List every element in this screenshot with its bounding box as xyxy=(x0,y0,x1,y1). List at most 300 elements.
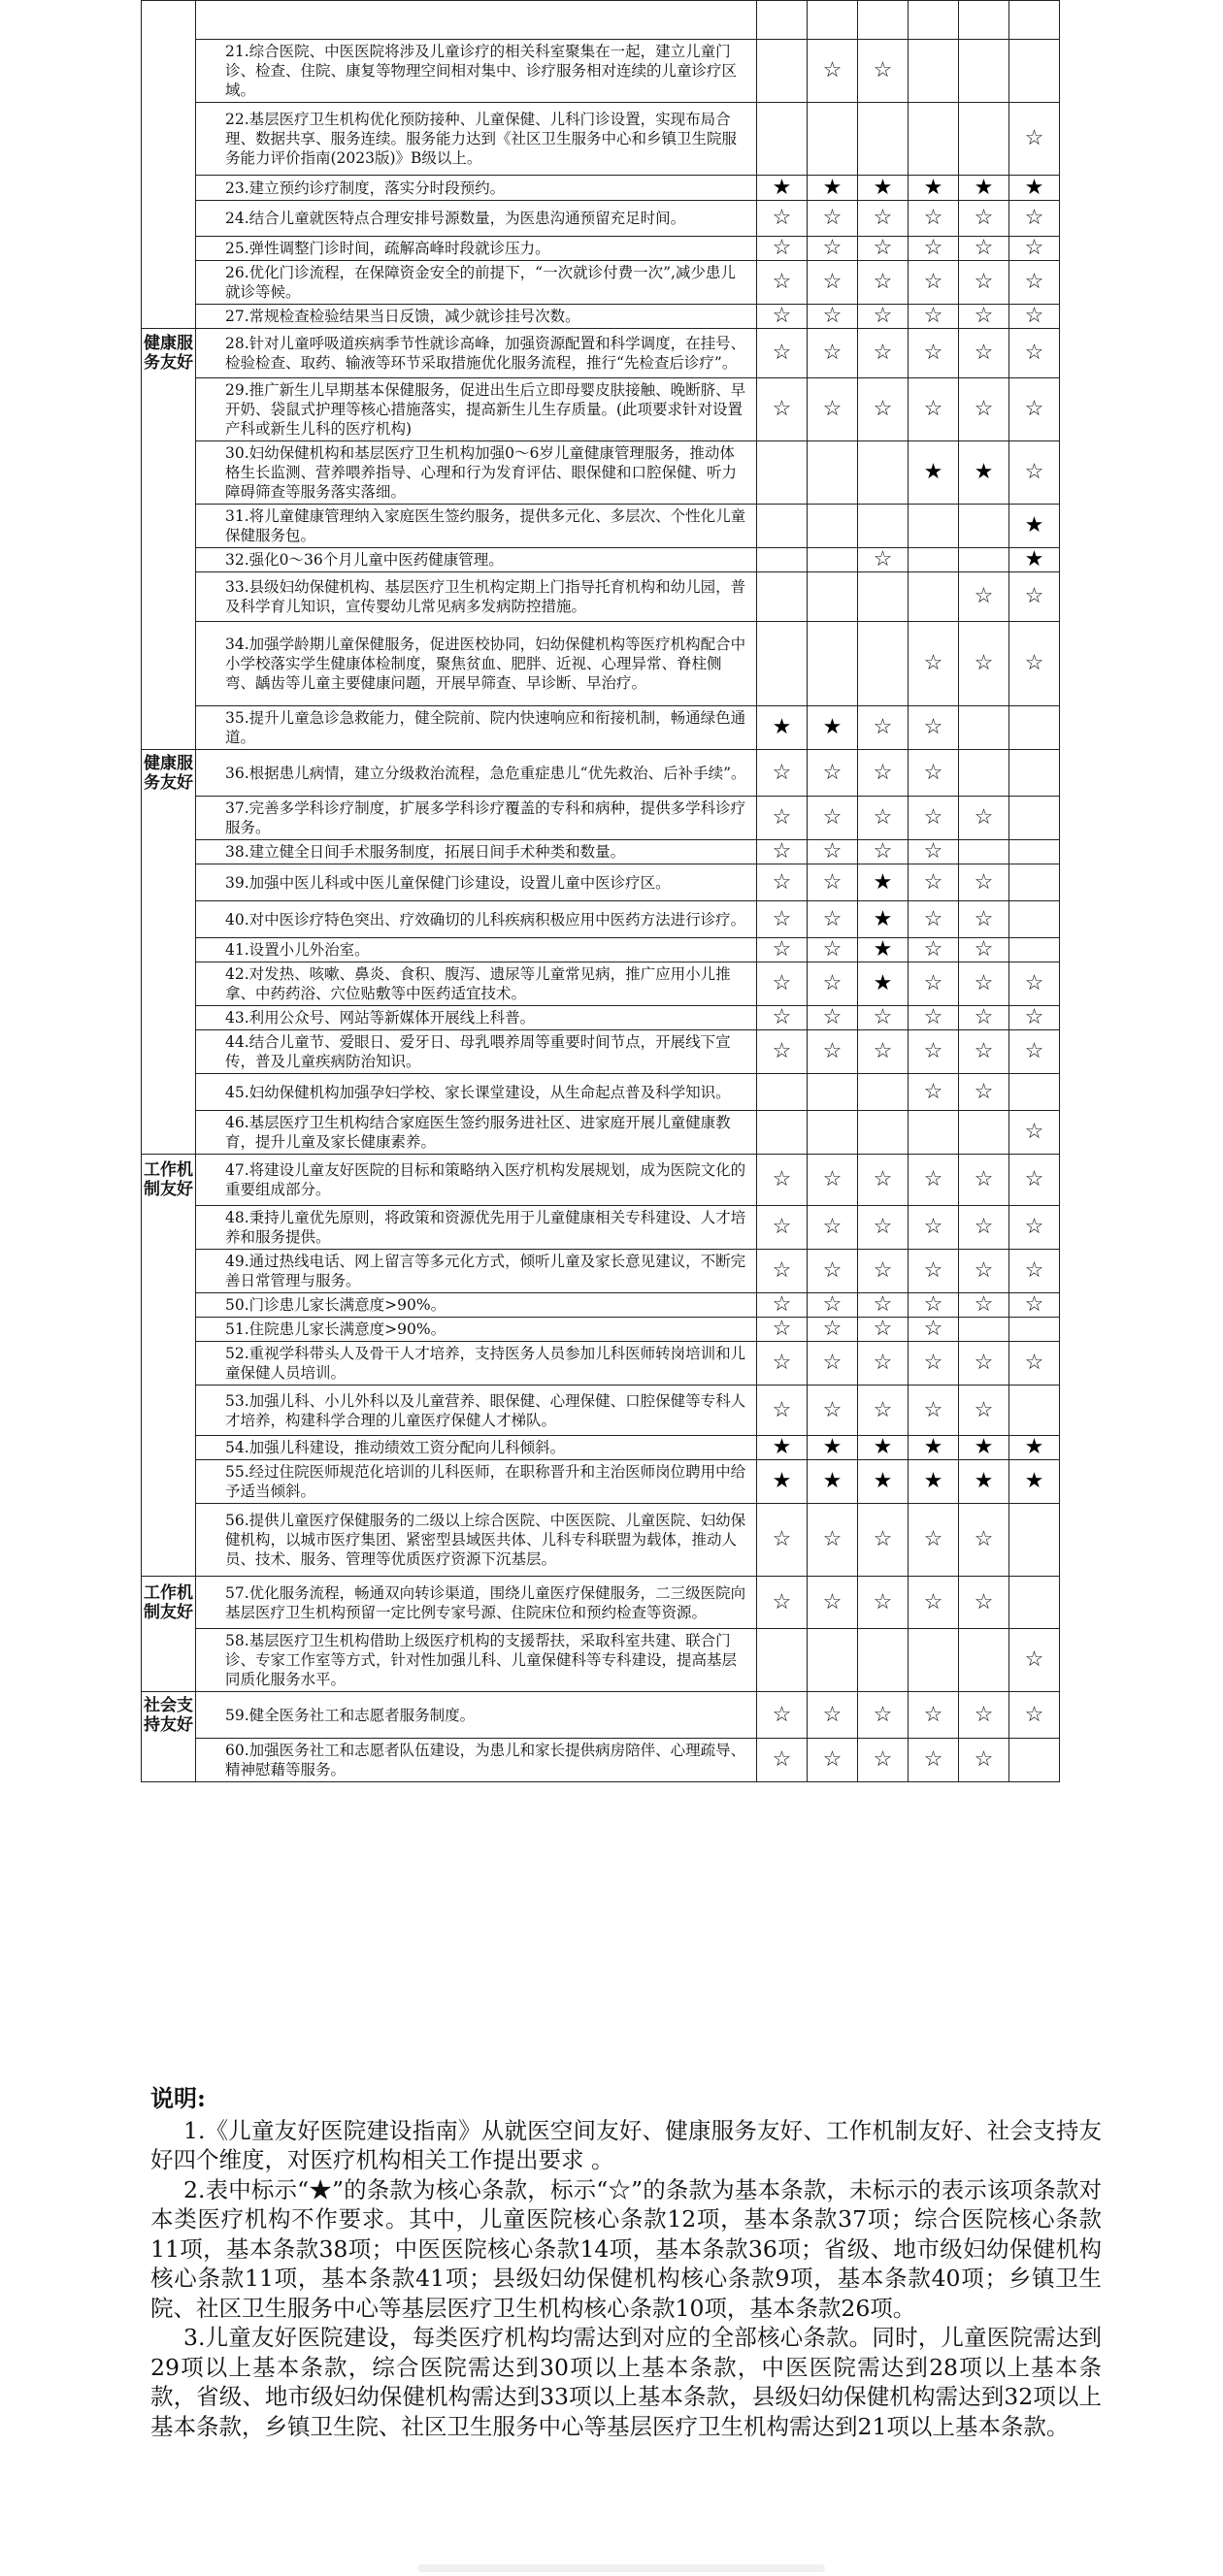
clause-text: 40.对中医诊疗特色突出、疗效确切的儿科疾病积极应用中医药方法进行诊疗。 xyxy=(196,901,757,938)
category-cell xyxy=(142,1111,196,1155)
table-row xyxy=(142,1739,1060,1782)
category-cell xyxy=(142,901,196,938)
table-row xyxy=(142,378,1060,441)
empty-mark-cell xyxy=(757,103,808,176)
empty-mark-cell xyxy=(1009,938,1060,962)
basic-star-mark: ☆ xyxy=(757,1577,808,1629)
category-cell xyxy=(142,1074,196,1111)
basic-star-mark: ☆ xyxy=(909,1250,959,1293)
clause-text: 24.结合儿童就医特点合理安排号源数量，为医患沟通预留充足时间。 xyxy=(196,201,757,237)
category-cell xyxy=(142,548,196,572)
basic-star-mark: ☆ xyxy=(959,201,1009,237)
clause-text: 21.综合医院、中医医院将涉及儿童诊疗的相关科室聚集在一起，建立儿童门诊、检查、住院、康复等物理空间相对集中、诊疗服务相对连续的儿童诊疗区域。 xyxy=(196,40,757,103)
clause-text: 55.经过住院医师规范化培训的儿科医师，在职称晋升和主治医师岗位聘用中给予适当倾斜。 xyxy=(196,1460,757,1504)
basic-star-mark: ☆ xyxy=(1009,622,1060,706)
basic-star-mark: ☆ xyxy=(808,1293,858,1318)
core-star-mark: ★ xyxy=(757,1460,808,1504)
basic-star-mark: ☆ xyxy=(858,1342,909,1386)
empty-mark-cell xyxy=(1009,1386,1060,1436)
basic-star-mark: ☆ xyxy=(909,1318,959,1342)
category-cell xyxy=(142,1030,196,1074)
clause-text: 51.住院患儿家长满意度>90%。 xyxy=(196,1318,757,1342)
category-cell: 健康服务友好 xyxy=(142,329,196,378)
clause-text: 47.将建设儿童友好医院的目标和策略纳入医疗机构发展规划，成为医院文化的重要组成部分。 xyxy=(196,1155,757,1206)
basic-star-mark: ☆ xyxy=(858,840,909,864)
clause-text: 59.健全医务社工和志愿者服务制度。 xyxy=(196,1692,757,1739)
basic-star-mark: ☆ xyxy=(757,1318,808,1342)
category-cell xyxy=(142,441,196,505)
clause-text: 34.加强学龄期儿童保健服务，促进医校协同，妇幼保健机构等医疗机构配合中小学校落实学生健康体检制度，聚焦贫血、肥胖、近视、心理异常、脊柱侧弯、龋齿等儿童主要健康问题，开展早筛查、早诊断、早治疗。 xyxy=(196,622,757,706)
empty-mark-cell xyxy=(808,103,858,176)
basic-star-mark: ☆ xyxy=(858,797,909,840)
basic-star-mark: ☆ xyxy=(808,1342,858,1386)
basic-star-mark: ☆ xyxy=(959,305,1009,329)
empty-mark-cell xyxy=(909,1629,959,1692)
empty-mark-cell xyxy=(1009,864,1060,901)
empty-mark-cell xyxy=(959,548,1009,572)
basic-star-mark: ☆ xyxy=(858,1293,909,1318)
basic-star-mark: ☆ xyxy=(959,622,1009,706)
basic-star-mark: ☆ xyxy=(858,1692,909,1739)
core-star-mark: ★ xyxy=(858,176,909,201)
clause-text: 53.加强儿科、小儿外科以及儿童营养、眼保健、心理保健、口腔保健等专科人才培养，构建科学合理的儿童医疗保健人才梯队。 xyxy=(196,1386,757,1436)
basic-star-mark: ☆ xyxy=(757,750,808,797)
basic-star-mark: ☆ xyxy=(858,1006,909,1030)
table-row xyxy=(142,938,1060,962)
clause-text: 23.建立预约诊疗制度，落实分时段预约。 xyxy=(196,176,757,201)
basic-star-mark: ☆ xyxy=(1009,962,1060,1006)
basic-star-mark: ☆ xyxy=(909,938,959,962)
core-star-mark: ★ xyxy=(858,1460,909,1504)
basic-star-mark: ☆ xyxy=(959,1692,1009,1739)
core-star-mark: ★ xyxy=(959,176,1009,201)
basic-star-mark: ☆ xyxy=(909,750,959,797)
table-row xyxy=(142,962,1060,1006)
table-row xyxy=(142,864,1060,901)
note-paragraph-3: 3.儿童友好医院建设，每类医疗机构均需达到对应的全部核心条款。同时，儿童医院需达到29项以上基本条款，综合医院需达到30项以上基本条款，中医医院需达到28项以上基本条款，省级、地市级妇幼保健机构需达到33项以上基本条款，县级妇幼保健机构需达到32项以上基本条款，乡镇卫生院、社区卫生服务中心等基层医疗卫生机构需达到21项以上基本条款。 xyxy=(150,2324,1102,2440)
basic-star-mark: ☆ xyxy=(757,1504,808,1577)
empty-mark-cell xyxy=(757,441,808,505)
basic-star-mark: ☆ xyxy=(1009,441,1060,505)
empty-mark-cell xyxy=(959,840,1009,864)
empty-mark-cell xyxy=(959,706,1009,750)
basic-star-mark: ☆ xyxy=(1009,572,1060,622)
basic-star-mark: ☆ xyxy=(1009,201,1060,237)
basic-star-mark: ☆ xyxy=(858,305,909,329)
basic-star-mark: ☆ xyxy=(909,962,959,1006)
category-cell xyxy=(142,176,196,201)
basic-star-mark: ☆ xyxy=(757,1386,808,1436)
table-row xyxy=(142,441,1060,505)
category-cell xyxy=(142,962,196,1006)
basic-star-mark: ☆ xyxy=(909,237,959,261)
basic-star-mark: ☆ xyxy=(909,261,959,305)
empty-mark-cell xyxy=(909,40,959,103)
basic-star-mark: ☆ xyxy=(858,706,909,750)
basic-star-mark: ☆ xyxy=(858,1739,909,1782)
basic-star-mark: ☆ xyxy=(959,378,1009,441)
category-cell: 社会支持友好 xyxy=(142,1692,196,1739)
category-cell xyxy=(142,622,196,706)
category-cell xyxy=(142,1318,196,1342)
core-star-mark: ★ xyxy=(1009,1436,1060,1460)
basic-star-mark: ☆ xyxy=(909,201,959,237)
basic-star-mark: ☆ xyxy=(808,1577,858,1629)
core-star-mark: ★ xyxy=(909,1460,959,1504)
table-row xyxy=(142,1030,1060,1074)
empty-mark-cell xyxy=(757,40,808,103)
basic-star-mark: ☆ xyxy=(909,1342,959,1386)
table-row xyxy=(142,622,1060,706)
basic-star-mark: ☆ xyxy=(959,797,1009,840)
basic-star-mark: ☆ xyxy=(757,1155,808,1206)
category-cell xyxy=(142,261,196,305)
empty-mark-cell xyxy=(1009,40,1060,103)
clause-text: 29.推广新生儿早期基本保健服务，促进出生后立即母婴皮肤接触、晚断脐、早开奶、袋鼠式护理等核心措施落实，提高新生儿生存质量。(此项要求针对设置产科或新生儿科的医疗机构) xyxy=(196,378,757,441)
empty-mark-cell xyxy=(858,505,909,548)
basic-star-mark: ☆ xyxy=(808,305,858,329)
basic-star-mark: ☆ xyxy=(909,901,959,938)
empty-mark-cell xyxy=(757,1,808,40)
table-row xyxy=(142,1436,1060,1460)
table-row xyxy=(142,572,1060,622)
category-cell xyxy=(142,797,196,840)
category-cell xyxy=(142,1006,196,1030)
empty-mark-cell xyxy=(1009,750,1060,797)
basic-star-mark: ☆ xyxy=(1009,1206,1060,1250)
empty-mark-cell xyxy=(959,505,1009,548)
basic-star-mark: ☆ xyxy=(909,1386,959,1436)
clause-text: 35.提升儿童急诊急救能力，健全院前、院内快速响应和衔接机制，畅通绿色通道。 xyxy=(196,706,757,750)
table-row xyxy=(142,1111,1060,1155)
basic-star-mark: ☆ xyxy=(808,797,858,840)
note-paragraph-2: 2.表中标示“★”的条款为核心条款，标示“☆”的条款为基本条款，未标示的表示该项条款对本类医疗机构不作要求。其中，儿童医院核心条款12项，基本条款37项；综合医院核心条款11项，基本条款38项；中医医院核心条款14项，基本条款36项；省级、地市级妇幼保健机构核心条款11项，基本条款41项；县级妇幼保健机构核心条款9项，基本条款40项；乡镇卫生院、社区卫生服务中心等基层医疗卫生机构核心条款10项，基本条款26项。 xyxy=(150,2175,1102,2322)
basic-star-mark: ☆ xyxy=(909,1577,959,1629)
basic-star-mark: ☆ xyxy=(757,329,808,378)
basic-star-mark: ☆ xyxy=(757,305,808,329)
category-cell xyxy=(142,40,196,103)
basic-star-mark: ☆ xyxy=(959,1155,1009,1206)
empty-mark-cell xyxy=(858,1,909,40)
basic-star-mark: ☆ xyxy=(959,1504,1009,1577)
empty-mark-cell xyxy=(858,1111,909,1155)
empty-mark-cell xyxy=(757,1074,808,1111)
clause-text: 48.秉持儿童优先原则，将政策和资源优先用于儿童健康相关专科建设、人才培养和服务提供。 xyxy=(196,1206,757,1250)
empty-mark-cell xyxy=(959,1318,1009,1342)
category-cell: 健康服务友好 xyxy=(142,750,196,797)
basic-star-mark: ☆ xyxy=(808,901,858,938)
empty-mark-cell xyxy=(808,622,858,706)
empty-mark-cell xyxy=(1009,1577,1060,1629)
basic-star-mark: ☆ xyxy=(757,797,808,840)
empty-mark-cell xyxy=(808,1,858,40)
basic-star-mark: ☆ xyxy=(808,1386,858,1436)
empty-mark-cell xyxy=(909,505,959,548)
core-star-mark: ★ xyxy=(959,1460,1009,1504)
table-row xyxy=(142,1155,1060,1206)
empty-mark-cell xyxy=(858,1074,909,1111)
clause-text: 28.针对儿童呼吸道疾病季节性就诊高峰，加强资源配置和科学调度，在挂号、检验检查、取药、输液等环节采取措施优化服务流程，推行“先检查后诊疗”。 xyxy=(196,329,757,378)
clause-text: 43.利用公众号、网站等新媒体开展线上科普。 xyxy=(196,1006,757,1030)
empty-mark-cell xyxy=(808,1629,858,1692)
category-cell xyxy=(142,103,196,176)
clause-text: 36.根据患儿病情，建立分级救治流程，急危重症患儿“优先救治、后补手续”。 xyxy=(196,750,757,797)
category-cell xyxy=(142,1629,196,1692)
core-star-mark: ★ xyxy=(808,1460,858,1504)
basic-star-mark: ☆ xyxy=(757,261,808,305)
empty-mark-cell xyxy=(757,572,808,622)
core-star-mark: ★ xyxy=(1009,1460,1060,1504)
clause-text: 22.基层医疗卫生机构优化预防接种、儿童保健、儿科门诊设置，实现布局合理、数据共享、服务连续。服务能力达到《社区卫生服务中心和乡镇卫生院服务能力评价指南(2023版)》B级以上。 xyxy=(196,103,757,176)
core-star-mark: ★ xyxy=(808,706,858,750)
basic-star-mark: ☆ xyxy=(909,1006,959,1030)
empty-mark-cell xyxy=(1009,1318,1060,1342)
category-cell xyxy=(142,1436,196,1460)
basic-star-mark: ☆ xyxy=(808,1206,858,1250)
core-star-mark: ★ xyxy=(1009,176,1060,201)
basic-star-mark: ☆ xyxy=(757,1250,808,1293)
basic-star-mark: ☆ xyxy=(959,237,1009,261)
empty-mark-cell xyxy=(858,572,909,622)
basic-star-mark: ☆ xyxy=(909,1074,959,1111)
basic-star-mark: ☆ xyxy=(959,1074,1009,1111)
empty-mark-cell xyxy=(959,103,1009,176)
table-row xyxy=(142,1293,1060,1318)
empty-mark-cell xyxy=(1009,1,1060,40)
basic-star-mark: ☆ xyxy=(959,864,1009,901)
clause-text: 26.优化门诊流程，在保障资金安全的前提下，“一次就诊付费一次”,减少患儿就诊等候。 xyxy=(196,261,757,305)
basic-star-mark: ☆ xyxy=(757,378,808,441)
basic-star-mark: ☆ xyxy=(808,1504,858,1577)
table-row xyxy=(142,176,1060,201)
table-row xyxy=(142,797,1060,840)
basic-star-mark: ☆ xyxy=(858,237,909,261)
table-row xyxy=(142,261,1060,305)
clause-text: 38.建立健全日间手术服务制度，拓展日间手术种类和数量。 xyxy=(196,840,757,864)
core-star-mark: ★ xyxy=(959,1436,1009,1460)
empty-mark-cell xyxy=(1009,1074,1060,1111)
basic-star-mark: ☆ xyxy=(959,1386,1009,1436)
category-cell xyxy=(142,1460,196,1504)
basic-star-mark: ☆ xyxy=(909,797,959,840)
table-row xyxy=(142,1006,1060,1030)
empty-mark-cell xyxy=(959,1111,1009,1155)
table-row xyxy=(142,201,1060,237)
basic-star-mark: ☆ xyxy=(757,901,808,938)
clause-text: 37.完善多学科诊疗制度，扩展多学科诊疗覆盖的专科和病种，提供多学科诊疗服务。 xyxy=(196,797,757,840)
empty-mark-cell xyxy=(757,1629,808,1692)
basic-star-mark: ☆ xyxy=(808,1318,858,1342)
basic-star-mark: ☆ xyxy=(909,840,959,864)
table-row xyxy=(142,1629,1060,1692)
basic-star-mark: ☆ xyxy=(808,1739,858,1782)
basic-star-mark: ☆ xyxy=(808,261,858,305)
basic-star-mark: ☆ xyxy=(959,901,1009,938)
basic-star-mark: ☆ xyxy=(757,1293,808,1318)
basic-star-mark: ☆ xyxy=(757,1006,808,1030)
empty-mark-cell xyxy=(959,1,1009,40)
table-row xyxy=(142,1504,1060,1577)
basic-star-mark: ☆ xyxy=(1009,378,1060,441)
note-paragraph-1: 1.《儿童友好医院建设指南》从就医空间友好、健康服务友好、工作机制友好、社会支持友好四个维度，对医疗机构相关工作提出要求 。 xyxy=(150,2116,1102,2173)
basic-star-mark: ☆ xyxy=(858,548,909,572)
category-cell xyxy=(142,237,196,261)
table-row xyxy=(142,901,1060,938)
table-row xyxy=(142,40,1060,103)
basic-star-mark: ☆ xyxy=(1009,1692,1060,1739)
table-row xyxy=(142,1577,1060,1629)
category-cell xyxy=(142,840,196,864)
core-star-mark: ★ xyxy=(757,1436,808,1460)
clause-text: 50.门诊患儿家长满意度>90%。 xyxy=(196,1293,757,1318)
clause-text: 32.强化0～36个月儿童中医药健康管理。 xyxy=(196,548,757,572)
clause-text: 33.县级妇幼保健机构、基层医疗卫生机构定期上门指导托育机构和幼儿园，普及科学育儿知识，宣传婴幼儿常见病多发病防控措施。 xyxy=(196,572,757,622)
category-cell xyxy=(142,1206,196,1250)
empty-mark-cell xyxy=(909,548,959,572)
basic-star-mark: ☆ xyxy=(858,1206,909,1250)
table-row xyxy=(142,1342,1060,1386)
empty-mark-cell xyxy=(757,505,808,548)
core-star-mark: ★ xyxy=(1009,505,1060,548)
basic-star-mark: ☆ xyxy=(808,378,858,441)
category-cell xyxy=(142,1250,196,1293)
empty-mark-cell xyxy=(959,750,1009,797)
table-row xyxy=(142,1460,1060,1504)
basic-star-mark: ☆ xyxy=(808,864,858,901)
clause-text: 31.将儿童健康管理纳入家庭医生签约服务，提供多元化、多层次、个性化儿童保健服务包。 xyxy=(196,505,757,548)
basic-star-mark: ☆ xyxy=(1009,1342,1060,1386)
basic-star-mark: ☆ xyxy=(858,261,909,305)
basic-star-mark: ☆ xyxy=(858,1386,909,1436)
empty-mark-cell xyxy=(757,622,808,706)
basic-star-mark: ☆ xyxy=(959,329,1009,378)
table-row xyxy=(142,237,1060,261)
category-cell xyxy=(142,1293,196,1318)
basic-star-mark: ☆ xyxy=(858,750,909,797)
core-star-mark: ★ xyxy=(757,176,808,201)
basic-star-mark: ☆ xyxy=(1009,103,1060,176)
clause-text: 39.加强中医儿科或中医儿童保健门诊建设，设置儿童中医诊疗区。 xyxy=(196,864,757,901)
category-cell xyxy=(142,864,196,901)
category-cell xyxy=(142,1342,196,1386)
core-star-mark: ★ xyxy=(808,1436,858,1460)
table-row xyxy=(142,1,1060,40)
table-row xyxy=(142,505,1060,548)
category-cell: 工作机制友好 xyxy=(142,1577,196,1629)
basic-star-mark: ☆ xyxy=(757,864,808,901)
basic-star-mark: ☆ xyxy=(858,1318,909,1342)
core-star-mark: ★ xyxy=(858,864,909,901)
empty-mark-cell xyxy=(808,1111,858,1155)
basic-star-mark: ☆ xyxy=(808,329,858,378)
category-cell xyxy=(142,1386,196,1436)
basic-star-mark: ☆ xyxy=(959,1739,1009,1782)
core-star-mark: ★ xyxy=(909,176,959,201)
clause-text: 45.妇幼保健机构加强孕妇学校、家长课堂建设，从生命起点普及科学知识。 xyxy=(196,1074,757,1111)
clause-text: 46.基层医疗卫生机构结合家庭医生签约服务进社区、进家庭开展儿童健康教育，提升儿童及家长健康素养。 xyxy=(196,1111,757,1155)
basic-star-mark: ☆ xyxy=(909,1739,959,1782)
basic-star-mark: ☆ xyxy=(757,938,808,962)
basic-star-mark: ☆ xyxy=(1009,1030,1060,1074)
basic-star-mark: ☆ xyxy=(959,1006,1009,1030)
core-star-mark: ★ xyxy=(858,1436,909,1460)
basic-star-mark: ☆ xyxy=(909,1030,959,1074)
empty-mark-cell xyxy=(959,1629,1009,1692)
category-cell xyxy=(142,505,196,548)
basic-star-mark: ☆ xyxy=(909,1155,959,1206)
basic-star-mark: ☆ xyxy=(959,1250,1009,1293)
empty-mark-cell xyxy=(858,1629,909,1692)
basic-star-mark: ☆ xyxy=(909,378,959,441)
category-cell xyxy=(142,938,196,962)
table-row xyxy=(142,706,1060,750)
clause-text: 42.对发热、咳嗽、鼻炎、食积、腹泻、遗尿等儿童常见病，推广应用小儿推拿、中药药浴、穴位贴敷等中医药适宜技术。 xyxy=(196,962,757,1006)
clause-text: 49.通过热线电话、网上留言等多元化方式，倾听儿童及家长意见建议，不断完善日常管理与服务。 xyxy=(196,1250,757,1293)
basic-star-mark: ☆ xyxy=(1009,1111,1060,1155)
basic-star-mark: ☆ xyxy=(959,938,1009,962)
empty-mark-cell xyxy=(909,1111,959,1155)
basic-star-mark: ☆ xyxy=(808,40,858,103)
table-row xyxy=(142,750,1060,797)
empty-mark-cell xyxy=(858,441,909,505)
category-cell xyxy=(142,378,196,441)
core-star-mark: ★ xyxy=(959,441,1009,505)
basic-star-mark: ☆ xyxy=(1009,329,1060,378)
category-cell xyxy=(142,305,196,329)
core-star-mark: ★ xyxy=(909,441,959,505)
empty-mark-cell xyxy=(1009,1739,1060,1782)
core-star-mark: ★ xyxy=(808,176,858,201)
basic-star-mark: ☆ xyxy=(858,40,909,103)
basic-star-mark: ☆ xyxy=(808,1250,858,1293)
clause-text: 41.设置小儿外治室。 xyxy=(196,938,757,962)
basic-star-mark: ☆ xyxy=(959,1342,1009,1386)
basic-star-mark: ☆ xyxy=(959,1030,1009,1074)
clause-text: 52.重视学科带头人及骨干人才培养，支持医务人员参加儿科医师转岗培训和儿童保健人员培训。 xyxy=(196,1342,757,1386)
basic-star-mark: ☆ xyxy=(909,706,959,750)
basic-star-mark: ☆ xyxy=(808,1692,858,1739)
table-row xyxy=(142,548,1060,572)
basic-star-mark: ☆ xyxy=(1009,1629,1060,1692)
notes-title: 说明: xyxy=(150,2084,206,2112)
basic-star-mark: ☆ xyxy=(757,1206,808,1250)
empty-mark-cell xyxy=(1009,901,1060,938)
core-star-mark: ★ xyxy=(858,938,909,962)
empty-mark-cell xyxy=(808,548,858,572)
table-row xyxy=(142,305,1060,329)
clause-text: 60.加强医务社工和志愿者队伍建设，为患儿和家长提供病房陪伴、心理疏导、精神慰藉等服务。 xyxy=(196,1739,757,1782)
table-row xyxy=(142,1206,1060,1250)
empty-mark-cell xyxy=(808,441,858,505)
clause-text: 57.优化服务流程，畅通双向转诊渠道，围绕儿童医疗保健服务，二三级医院向基层医疗卫生机构预留一定比例专家号源、住院床位和预约检查等资源。 xyxy=(196,1577,757,1629)
empty-mark-cell xyxy=(909,103,959,176)
empty-mark-cell xyxy=(808,505,858,548)
basic-star-mark: ☆ xyxy=(1009,1293,1060,1318)
basic-star-mark: ☆ xyxy=(959,962,1009,1006)
empty-mark-cell xyxy=(909,1,959,40)
empty-mark-cell xyxy=(1009,1504,1060,1577)
basic-star-mark: ☆ xyxy=(858,1577,909,1629)
basic-star-mark: ☆ xyxy=(959,1577,1009,1629)
category-cell: 工作机制友好 xyxy=(142,1155,196,1206)
basic-star-mark: ☆ xyxy=(808,1155,858,1206)
table-row xyxy=(142,103,1060,176)
basic-star-mark: ☆ xyxy=(858,1250,909,1293)
basic-star-mark: ☆ xyxy=(757,840,808,864)
basic-star-mark: ☆ xyxy=(757,1739,808,1782)
empty-mark-cell xyxy=(757,1111,808,1155)
basic-star-mark: ☆ xyxy=(909,622,959,706)
